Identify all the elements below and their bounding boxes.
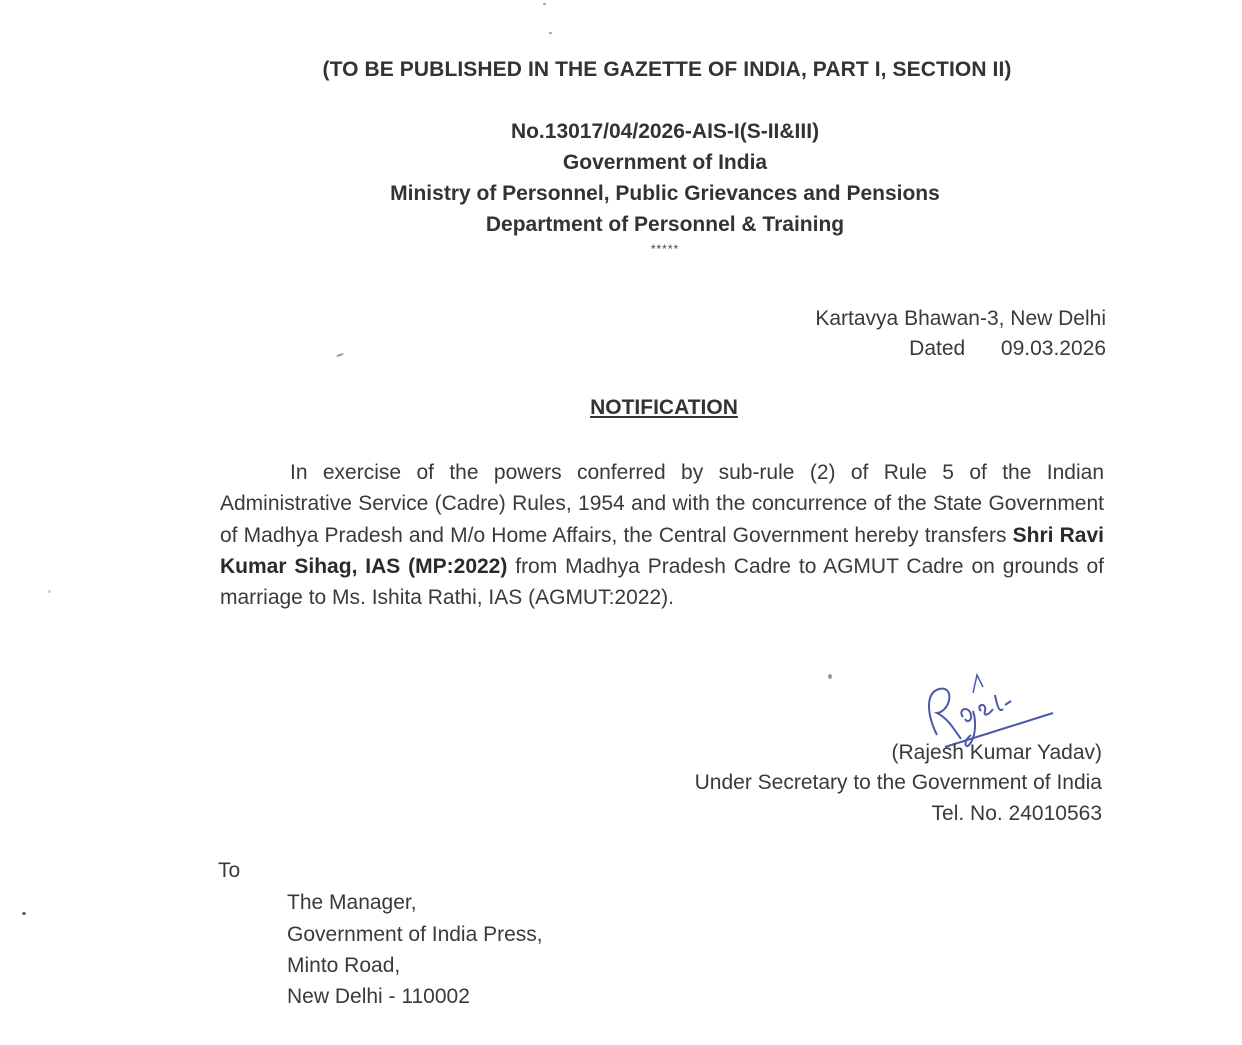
scan-speck [549,32,552,34]
date-value: 09.03.2026 [1000,337,1106,360]
separator-stars: ***** [650,242,680,256]
handwritten-signature [915,665,1065,750]
ministry-heading: Ministry of Personnel, Public Grievances and Pensions [390,182,940,205]
scan-speck [828,674,832,679]
recipient-line: Minto Road, [287,954,401,977]
file-number: No.13017/04/2026-AIS-I(S-II&III) [510,120,820,143]
dated-label: Dated [909,337,966,360]
department-heading: Department of Personnel & Training [485,213,845,236]
body-text-part1: In exercise of the powers conferred by sub-rule (2) of Rule 5 of the Indian Administrative Service (Cadre) Rules, 1954 and with the concurrence of the State Government of Madhya Pradesh and M/o Home Affairs, the Central Government hereby transfers [220,461,1104,547]
notification-body [220,457,1104,613]
to-label: To [218,859,241,882]
signatory-name: (Rajesh Kumar Yadav) [891,741,1102,764]
scan-speck [336,353,344,358]
place-line: Kartavya Bhawan-3, New Delhi [815,307,1106,330]
signatory-telephone: Tel. No. 24010563 [931,802,1102,825]
scan-speck [22,912,26,915]
scan-speck [48,590,51,593]
recipient-line: Government of India Press, [287,923,543,946]
government-heading: Government of India [562,151,768,174]
recipient-line: The Manager, [287,891,417,914]
body-text-part2: from Madhya Pradesh Cadre to AGMUT Cadre on grounds of marriage to Ms. Ishita Rathi, IAS (AGMUT:2022). [220,554,1104,610]
recipient-line: New Delhi - 110002 [287,985,470,1008]
signatory-designation: Under Secretary to the Government of India [694,771,1102,794]
officer-name: Shri Ravi Kumar Sihag, IAS (MP:2022) [220,523,1104,578]
notification-title: NOTIFICATION [590,396,738,419]
scan-speck [543,3,546,5]
gazette-publication-line: (TO BE PUBLISHED IN THE GAZETTE OF INDIA, PART I, SECTION II) [322,58,1012,81]
date-line [909,337,1106,361]
